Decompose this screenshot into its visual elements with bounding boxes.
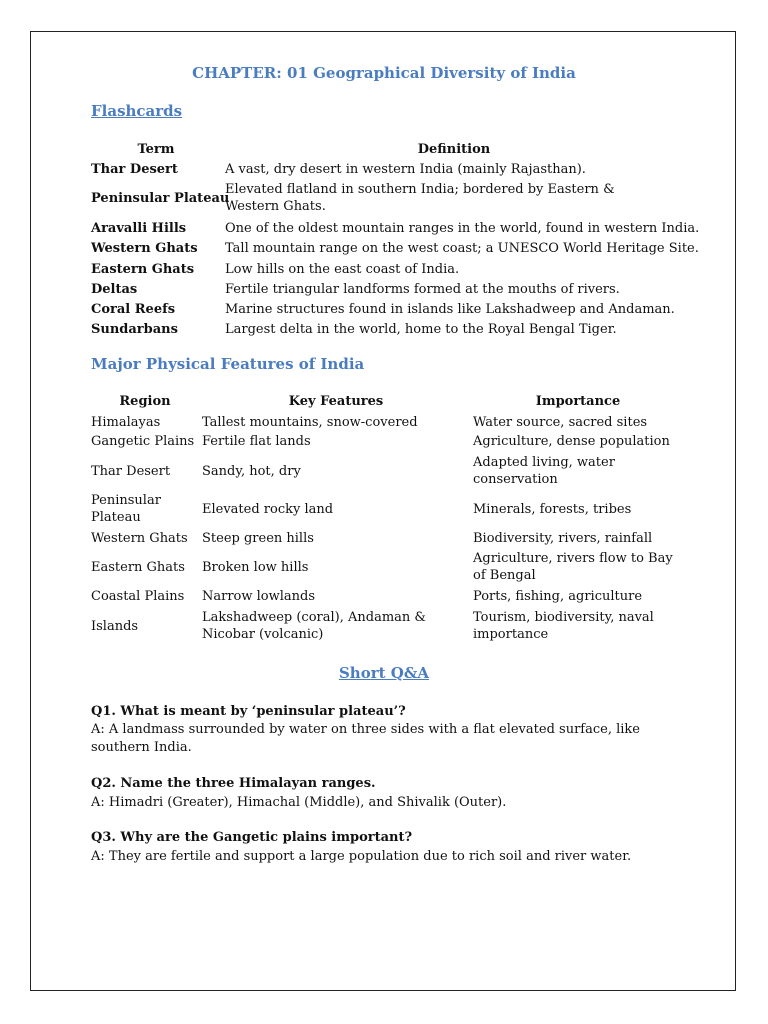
feature-key: Elevated rocky land bbox=[202, 502, 334, 517]
flashcard-term: Western Ghats bbox=[91, 241, 198, 256]
feature-importance: Tourism, biodiversity, naval importance bbox=[473, 610, 654, 642]
features-col-region: Region bbox=[119, 394, 171, 409]
flashcards-col-term: Term bbox=[137, 142, 175, 157]
feature-key: Fertile flat lands bbox=[202, 434, 311, 449]
feature-key: Tallest mountains, snow-covered bbox=[202, 415, 418, 430]
flashcards-col-definition: Definition bbox=[417, 142, 491, 157]
qa-answer: A: Himadri (Greater), Himachal (Middle), and Shivalik (Outer). bbox=[91, 795, 507, 810]
feature-key: Broken low hills bbox=[202, 560, 309, 575]
feature-key: Lakshadweep (coral), Andaman & Nicobar (volcanic) bbox=[202, 610, 426, 642]
feature-key: Sandy, hot, dry bbox=[202, 464, 301, 479]
qa-heading[interactable]: Short Q&A bbox=[338, 664, 430, 682]
qa-question: Q1. What is meant by ‘peninsular plateau’? bbox=[91, 704, 406, 719]
flashcard-term: Aravalli Hills bbox=[91, 221, 187, 236]
flashcard-definition: Elevated flatland in southern India; bordered by Eastern & Western Ghats. bbox=[225, 182, 615, 214]
flashcard-definition: Fertile triangular landforms formed at the mouths of rivers. bbox=[225, 282, 620, 297]
qa-question: Q2. Name the three Himalayan ranges. bbox=[91, 776, 376, 791]
feature-region: Thar Desert bbox=[91, 464, 171, 479]
feature-region: Islands bbox=[91, 619, 139, 634]
feature-importance: Ports, fishing, agriculture bbox=[473, 589, 643, 604]
features-heading: Major Physical Features of India bbox=[91, 355, 365, 373]
flashcard-definition: One of the oldest mountain ranges in the world, found in western India. bbox=[225, 221, 700, 236]
feature-key: Steep green hills bbox=[202, 531, 314, 546]
qa-answer: A: They are fertile and support a large population due to rich soil and river water. bbox=[91, 849, 632, 864]
flashcard-definition: Marine structures found in islands like Lakshadweep and Andaman. bbox=[225, 302, 675, 317]
flashcard-definition: Largest delta in the world, home to the Royal Bengal Tiger. bbox=[225, 322, 617, 337]
flashcard-term: Sundarbans bbox=[91, 322, 178, 337]
flashcard-definition: Low hills on the east coast of India. bbox=[225, 262, 460, 277]
feature-region: Eastern Ghats bbox=[91, 560, 185, 575]
flashcard-definition: Tall mountain range on the west coast; a UNESCO World Heritage Site. bbox=[225, 241, 699, 256]
flashcards-heading[interactable]: Flashcards bbox=[91, 102, 183, 120]
feature-region: Peninsular Plateau bbox=[91, 493, 161, 525]
feature-importance: Biodiversity, rivers, rainfall bbox=[473, 531, 653, 546]
feature-key: Narrow lowlands bbox=[202, 589, 316, 604]
features-col-key: Key Features bbox=[288, 394, 384, 409]
feature-region: Himalayas bbox=[91, 415, 161, 430]
flashcard-term: Coral Reefs bbox=[91, 302, 176, 317]
feature-region: Coastal Plains bbox=[91, 589, 185, 604]
feature-region: Western Ghats bbox=[91, 531, 188, 546]
flashcard-definition: A vast, dry desert in western India (mainly Rajasthan). bbox=[225, 162, 586, 177]
qa-question: Q3. Why are the Gangetic plains important? bbox=[91, 830, 413, 845]
features-col-importance: Importance bbox=[535, 394, 621, 409]
flashcard-term: Deltas bbox=[91, 282, 138, 297]
flashcard-term: Thar Desert bbox=[91, 162, 178, 177]
feature-importance: Agriculture, dense population bbox=[473, 434, 670, 449]
flashcard-term: Peninsular Plateau bbox=[91, 191, 230, 206]
feature-importance: Agriculture, rivers flow to Bay of Bengal bbox=[473, 551, 673, 583]
feature-importance: Minerals, forests, tribes bbox=[473, 502, 632, 517]
document-title: CHAPTER: 01 Geographical Diversity of India bbox=[192, 64, 576, 82]
qa-answer: A: A landmass surrounded by water on three sides with a flat elevated surface, like southern India. bbox=[91, 722, 640, 755]
flashcard-term: Eastern Ghats bbox=[91, 262, 195, 277]
feature-importance: Water source, sacred sites bbox=[473, 415, 648, 430]
feature-region: Gangetic Plains bbox=[91, 434, 195, 449]
feature-importance: Adapted living, water conservation bbox=[473, 455, 615, 487]
